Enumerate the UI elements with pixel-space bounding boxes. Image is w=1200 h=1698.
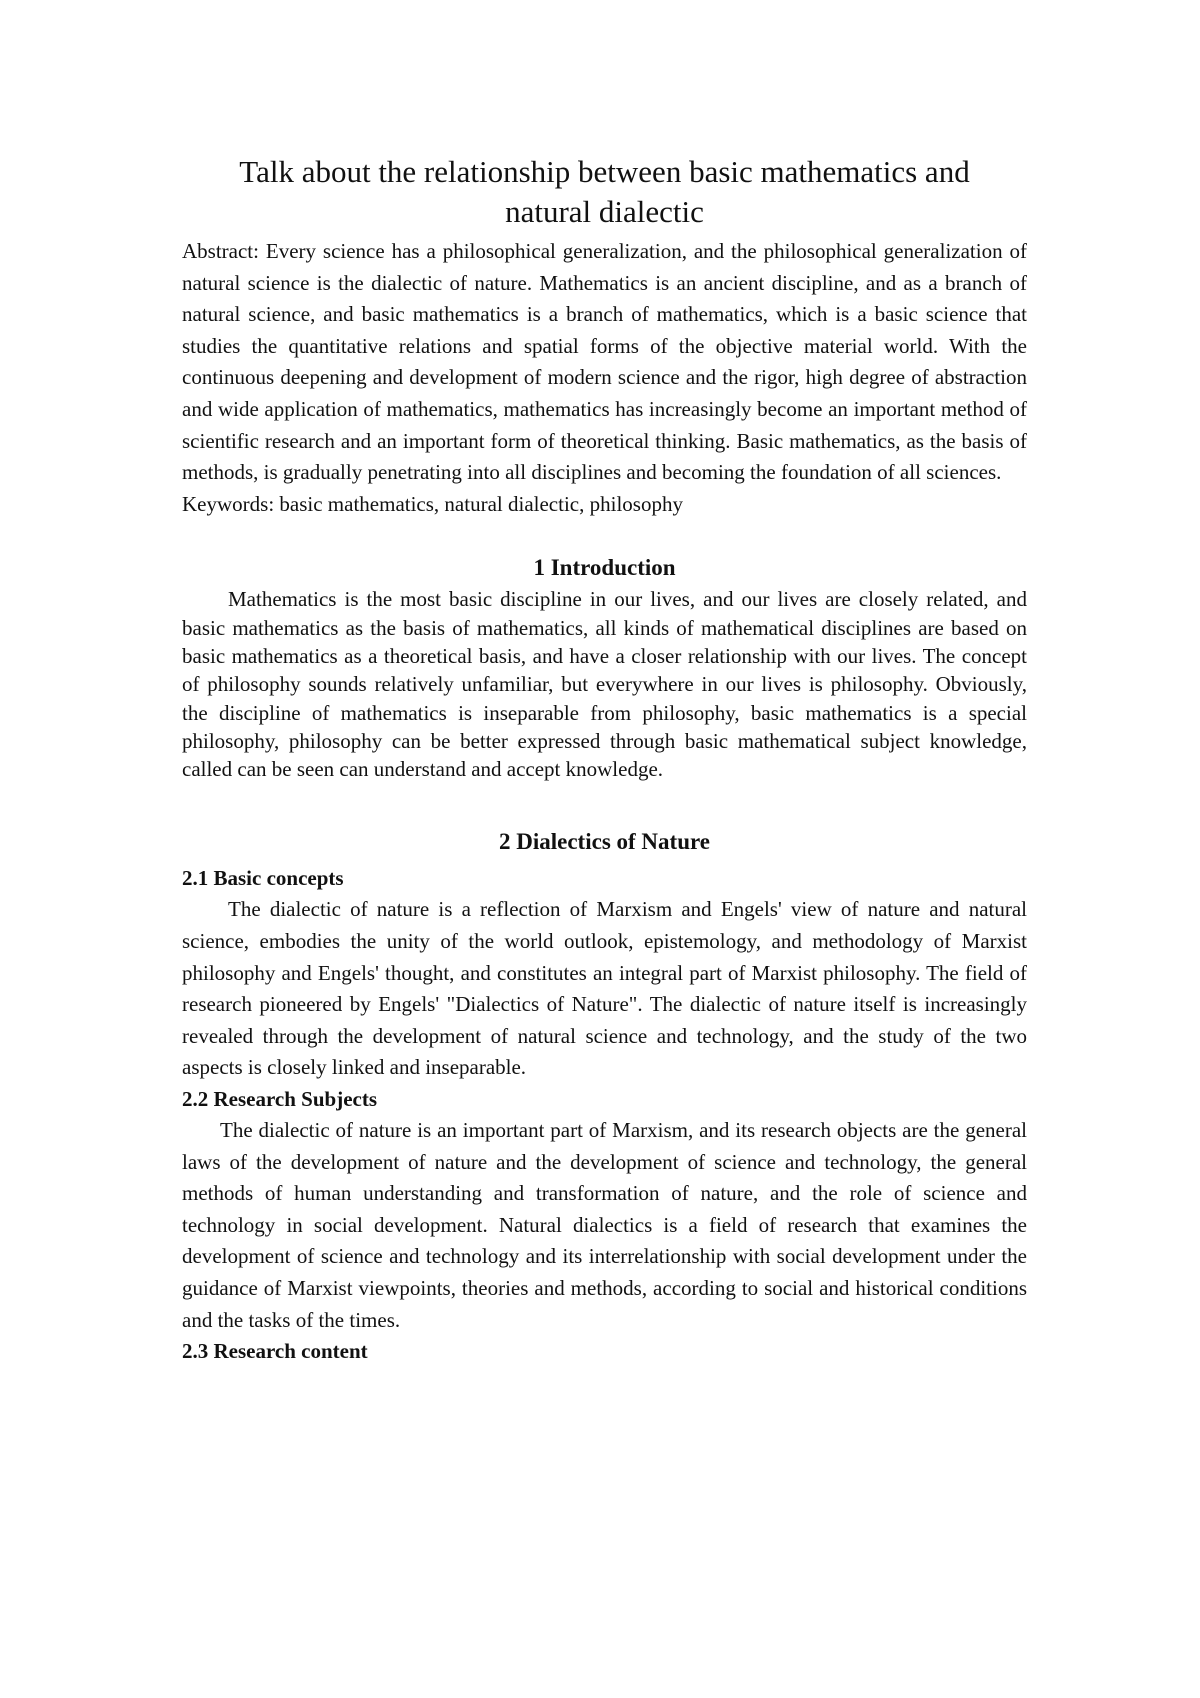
keywords-line: Keywords: basic mathematics, natural dialectic, philosophy bbox=[182, 491, 683, 516]
basic-concepts-paragraph: The dialectic of nature is a reflection of Marxism and Engels' view of nature and natural science, embodies the unity of the world outlook, epistemology, and methodology of Marxist philosophy and Engels' thought, and constitutes an integral part of Marxist philosophy. The field of research pioneered by Engels' "Dialectics of Nature". The dialectic of nature itself is increasingly revealed through the development of natural science and technology, and the study of the two aspects is closely linked and inseparable. bbox=[182, 897, 1027, 1080]
paper-title-line2: natural dialectic bbox=[505, 194, 704, 229]
abstract-paragraph: Abstract: Every science has a philosophical generalization, and the philosophical generalization of natural science is the dialectic of nature. Mathematics is an ancient discipline, and as a branch of natural science, and basic mathematics is a branch of mathematics, which is a basic science that studies the quantitative relations and spatial forms of the objective material world. With the continuous deepening and development of modern science and the rigor, high degree of abstraction and wide application of mathematics, mathematics has increasingly become an important method of scientific research and an important form of theoretical thinking. Basic mathematics, as the basis of methods, is gradually penetrating into all disciplines and becoming the foundation of all sciences. bbox=[182, 239, 1027, 485]
research-subjects-paragraph: The dialectic of nature is an important part of Marxism, and its research objects are the general laws of the development of nature and the development of science and technology, the general methods of human understanding and transformation of nature, and the role of science and technology in social development. Natural dialectics is a field of research that examines the development of science and technology and its interrelationship with social development under the guidance of Marxist viewpoints, theories and methods, according to social and historical conditions and the tasks of the times. bbox=[182, 1117, 1027, 1332]
paper-title-line1: Talk about the relationship between basic mathematics and bbox=[239, 154, 970, 189]
introduction-paragraph: Mathematics is the most basic discipline in our lives, and our lives are closely related, and basic mathematics as the basis of mathematics, all kinds of mathematical disciplines are based on basic mathematics as a theoretical basis, and have a closer relationship with our lives. The concept of philosophy sounds relatively unfamiliar, but everywhere in our lives is philosophy. Obviously, the discipline of mathematics is inseparable from philosophy, basic mathematics is a special philosophy, philosophy can be better expressed through basic mathematical subject knowledge, called can be seen can understand and accept knowledge. bbox=[182, 587, 1027, 782]
paper-title bbox=[182, 152, 1027, 232]
subsection-heading-research-subjects: 2.2 Research Subjects bbox=[182, 1086, 378, 1111]
subsection-heading-research-content: 2.3 Research content bbox=[182, 1339, 368, 1364]
section-heading-introduction: 1 Introduction bbox=[533, 555, 676, 581]
section-heading-dialectics-of-nature: 2 Dialectics of Nature bbox=[499, 829, 710, 855]
subsection-heading-basic-concepts: 2.1 Basic concepts bbox=[182, 866, 344, 891]
document-page bbox=[182, 152, 1027, 1367]
